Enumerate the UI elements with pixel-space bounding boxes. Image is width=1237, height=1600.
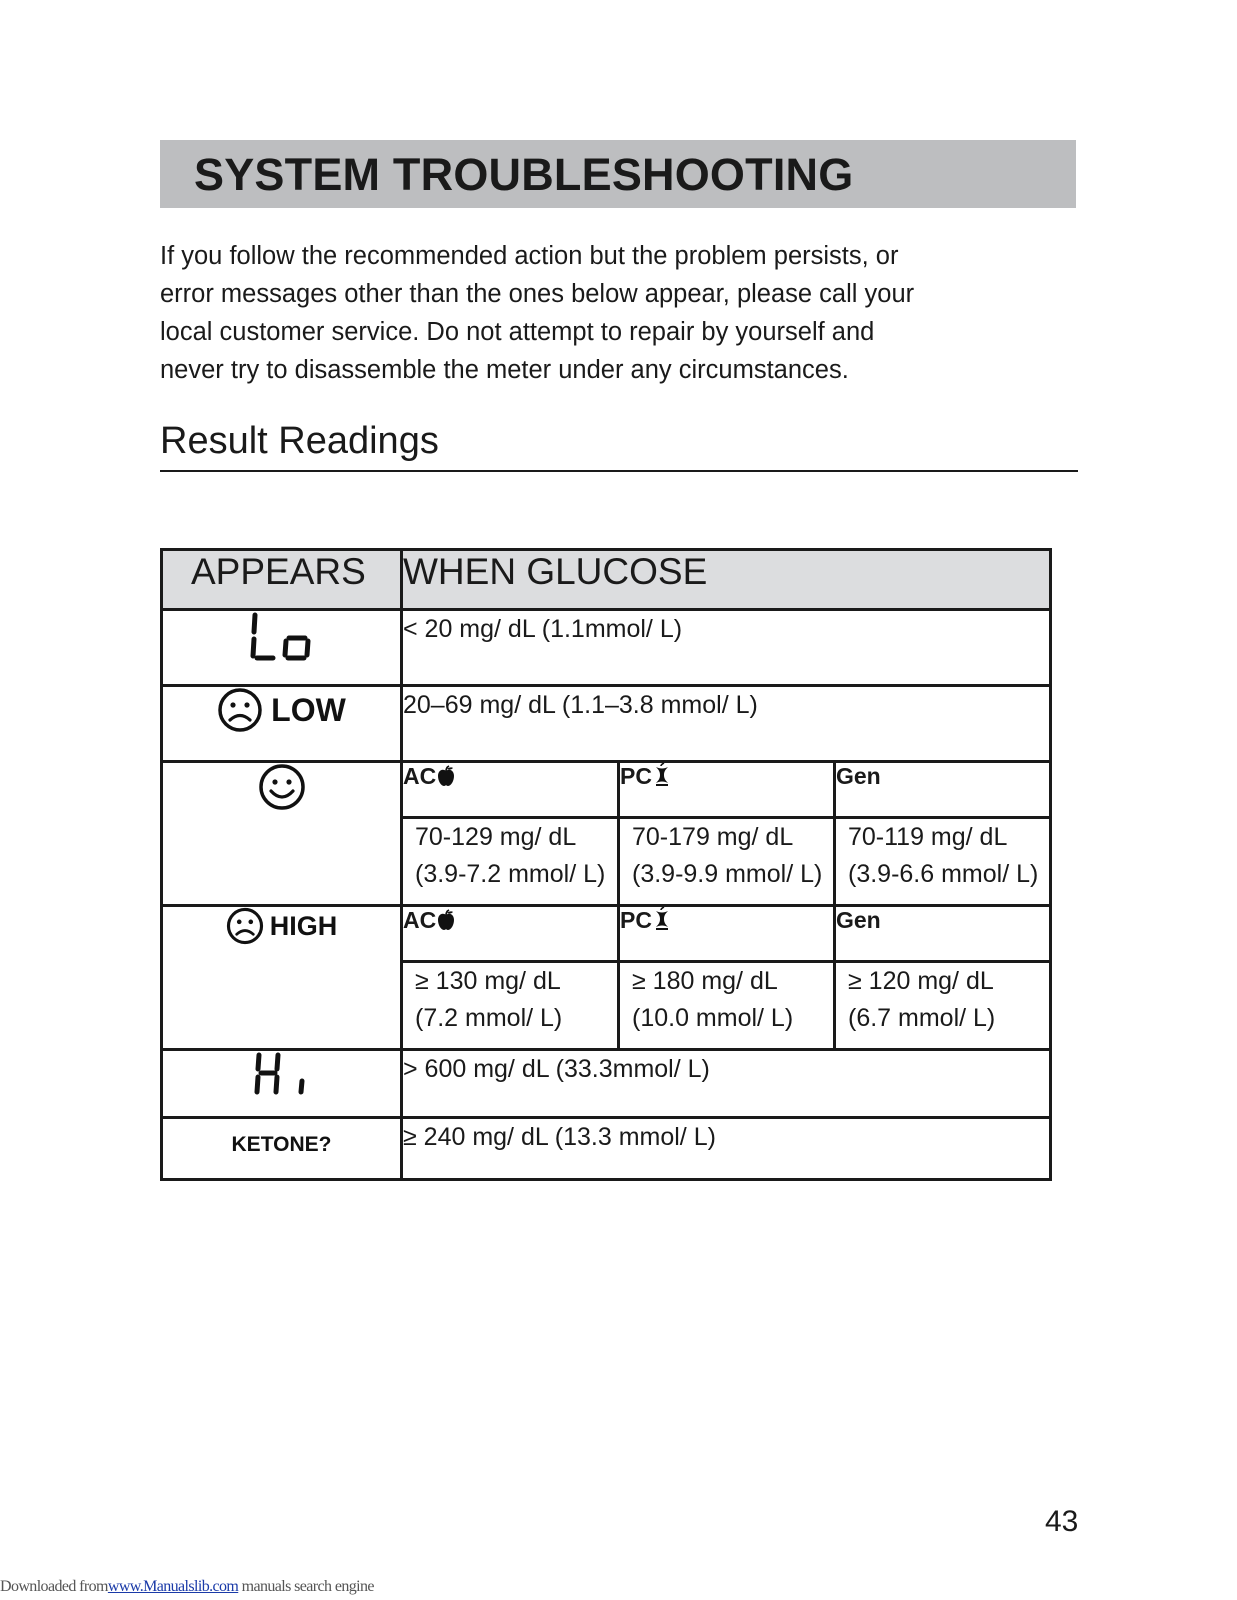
apple-core-icon <box>653 763 671 787</box>
table-row-hi <box>162 1050 1051 1118</box>
table-row-low <box>162 686 1051 762</box>
page-title: SYSTEM TROUBLESHOOTING <box>194 149 854 200</box>
high-label: HIGH <box>269 910 338 941</box>
value-mgdl: 70-129 mg/ dL <box>415 823 577 851</box>
footer-suffix: manuals search engine <box>238 1578 374 1595</box>
section-divider <box>160 470 1078 472</box>
apple-icon <box>437 909 455 931</box>
normal-subheader-gen: Gen <box>835 762 1051 818</box>
apple-core-icon <box>653 907 671 931</box>
normal-subheader-ac <box>402 762 619 818</box>
hi-symbol-cell <box>162 1050 402 1118</box>
high-value-ac <box>402 962 619 1050</box>
high-value-pc <box>619 962 835 1050</box>
high-subheader-gen: Gen <box>835 906 1051 962</box>
manualslib-link[interactable]: www.Manualslib.com <box>107 1578 239 1595</box>
ketone-value: ≥ 240 mg/ dL (13.3 mmol/ L) <box>402 1118 1051 1180</box>
table-row-normal-subheader <box>162 762 1051 818</box>
table-row-lo <box>162 610 1051 686</box>
subheader-label: AC <box>403 907 437 933</box>
normal-value-gen <box>835 818 1051 906</box>
result-readings-table <box>160 548 1052 1181</box>
lo-symbol-cell <box>162 610 402 686</box>
low-value: 20–69 mg/ dL (1.1–3.8 mmol/ L) <box>402 686 1051 762</box>
intro-line: never try to disassemble the meter under any circumstances. <box>160 356 849 384</box>
subheader-label: PC <box>620 763 652 789</box>
smiley-face-icon <box>258 763 306 811</box>
footer-prefix: Downloaded from <box>0 1578 108 1595</box>
value-mgdl: 70-119 mg/ dL <box>848 823 1008 851</box>
ketone-label: KETONE? <box>231 1133 332 1156</box>
value-mmol: (7.2 mmol/ L) <box>415 1004 563 1032</box>
title-bar <box>160 140 1076 208</box>
low-symbol-cell <box>162 686 402 762</box>
value-mmol: (6.7 mmol/ L) <box>848 1004 996 1032</box>
value-mmol: (3.9-9.9 mmol/ L) <box>632 860 823 888</box>
value-mgdl: ≥ 180 mg/ dL <box>632 967 778 995</box>
sad-face-icon <box>217 687 263 733</box>
header-appears: APPEARS <box>162 550 402 610</box>
normal-symbol-cell <box>162 762 402 906</box>
high-subheader-ac <box>402 906 619 962</box>
high-symbol-cell <box>162 906 402 1050</box>
value-mmol: (10.0 mmol/ L) <box>632 1004 794 1032</box>
hi-value: > 600 mg/ dL (33.3mmol/ L) <box>402 1050 1051 1118</box>
table-row-high-subheader <box>162 906 1051 962</box>
intro-line: If you follow the recommended action but the problem persists, or <box>160 242 899 270</box>
sad-face-icon <box>226 907 264 945</box>
ketone-symbol-cell <box>162 1118 402 1180</box>
value-mgdl: 70-179 mg/ dL <box>632 823 794 851</box>
value-mmol: (3.9-6.6 mmol/ L) <box>848 860 1039 888</box>
intro-paragraph <box>160 237 980 389</box>
high-value-gen <box>835 962 1051 1050</box>
section-heading: Result Readings <box>160 420 439 462</box>
value-mmol: (3.9-7.2 mmol/ L) <box>415 860 606 888</box>
lcd-lo-icon <box>247 611 317 663</box>
intro-line: local customer service. Do not attempt to repair by yourself and <box>160 318 875 346</box>
normal-subheader-pc <box>619 762 835 818</box>
page-number: 43 <box>1045 1505 1079 1538</box>
lo-value: < 20 mg/ dL (1.1mmol/ L) <box>402 610 1051 686</box>
header-when-glucose: WHEN GLUCOSE <box>402 550 1051 610</box>
subheader-label: PC <box>620 907 652 933</box>
footer <box>0 1578 374 1596</box>
subheader-label: AC <box>403 763 437 789</box>
table-row-ketone <box>162 1118 1051 1180</box>
apple-icon <box>437 765 455 787</box>
normal-value-pc <box>619 818 835 906</box>
high-subheader-pc <box>619 906 835 962</box>
lcd-hi-icon <box>252 1051 312 1097</box>
value-mgdl: ≥ 130 mg/ dL <box>415 967 561 995</box>
intro-line: error messages other than the ones below appear, please call your <box>160 280 915 308</box>
low-label: LOW <box>271 691 346 728</box>
normal-value-ac <box>402 818 619 906</box>
value-mgdl: ≥ 120 mg/ dL <box>848 967 994 995</box>
table-header-row <box>162 550 1051 610</box>
